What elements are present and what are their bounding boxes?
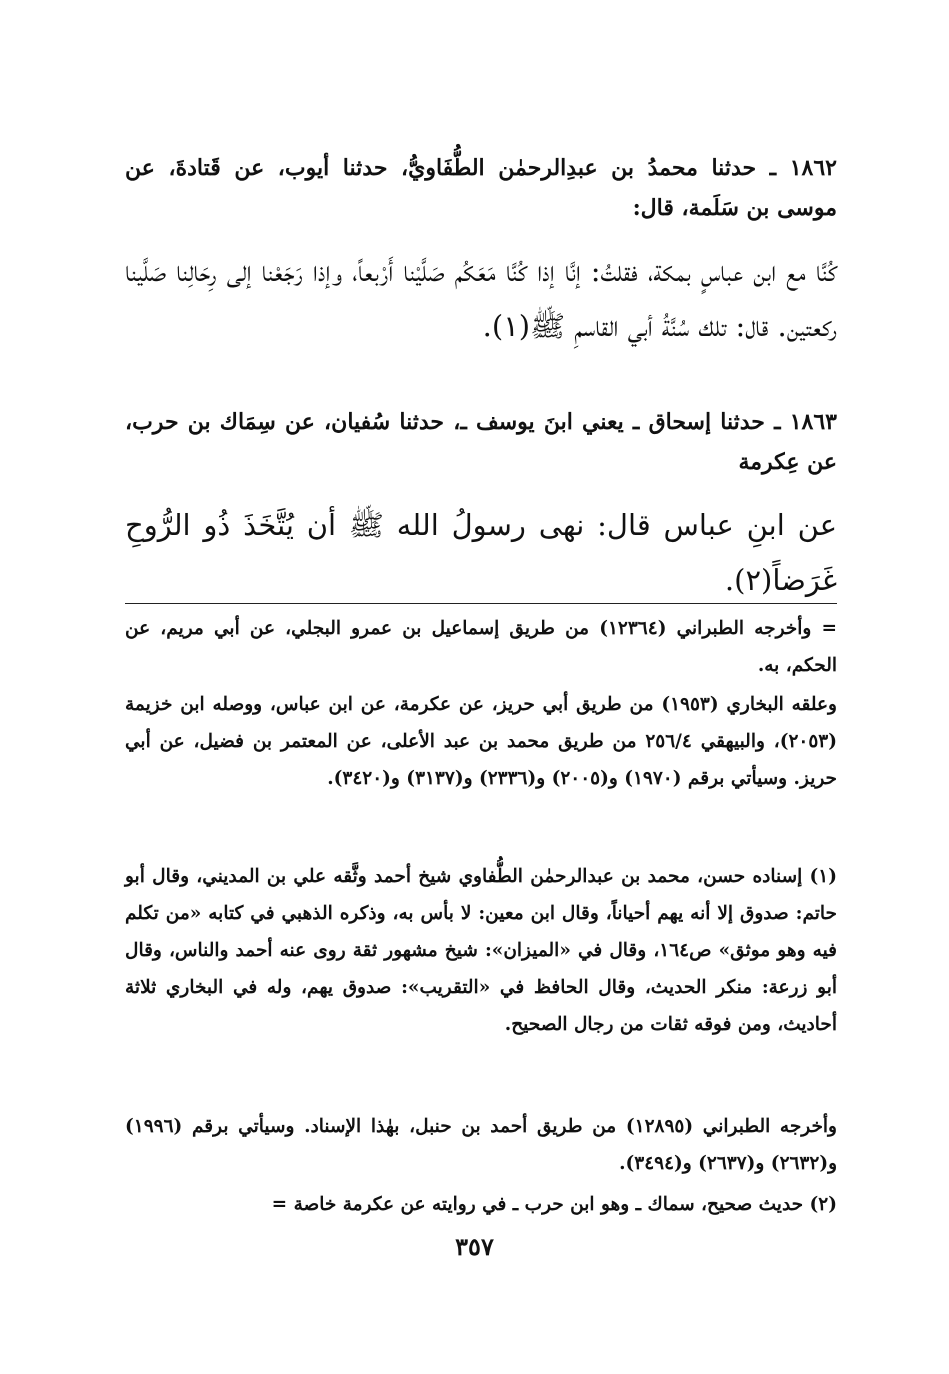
footnote-2: (٢) حديث صحيح، سماك ـ وهو ابن حرب ـ في روايته عن عكرمة خاصة = (271, 1194, 837, 1215)
footnote-separator (125, 603, 837, 604)
footnote-takhrij-bukhari: وعلقه البخاري (١٩٥٣) من طريق أبي حريز، عن عكرمة، عن ابن عباس، ووصله ابن خزيمة (٢٠٥٣)، والبيهقي ٢٥٦/٤ من طريق محمد بن عبد الأعلى، عن المعتمر بن فضيل، عن أبي حريز. وسيأتي برقم (١٩٧٠) و(٢٠٠٥) و(٢٣٣٦) و(٣١٣٧) و(٣٤٢٠). (125, 694, 837, 789)
hadith-1862-isnad: ١٨٦٢ ـ حدثنا محمدُ بن عبدِالرحمٰن الطُّفَاويُّ، حدثنا أيوب، عن قَتادةَ، عن موسى بن سَلَمة، قال: (125, 155, 837, 221)
footnote-1-takhrij: وأخرجه الطبراني (١٢٨٩٥) من طريق أحمد بن حنبل، بهٰذا الإسناد. وسيأتي برقم (١٩٩٦) و(٢٦٣٢) و(٢٦٣٧) و(٣٤٩٤). (125, 1116, 837, 1174)
footnote-1: (١) إسناده حسن، محمد بن عبدالرحمٰن الطُّفاوي شيخ أحمد وثَّقه علي بن المديني، وقال أبو حاتم: صدوق إلا أنه يهم أحياناً، وقال ابن معين: لا بأس به، وذكره الذهبي في كتابه «من تكلم فيه وهو موثق» ص١٦٤، وقال في «الميزان»: شيخ مشهور ثقة روى عنه أحمد والناس، وقال أبو زرعة: منكر الحديث، وقال الحافظ في «التقريب»: صدوق يهم، وله في البخاري ثلاثة أحاديث، ومن فوقه ثقات من رجال الصحيح. (125, 866, 837, 1035)
hadith-1863-matn: عن ابنِ عباس قال: نهى رسولُ الله ﷺ أن يُتَّخَذَ ذُو الرُّوحِ غَرَضاً(٢). (125, 508, 837, 597)
page-number: ٣٥٧ (455, 1232, 494, 1261)
hadith-1863-isnad: ١٨٦٣ ـ حدثنا إسحاق ـ يعني ابنَ يوسف ـ، حدثنا سُفيان، عن سِمَاك بن حرب، عن عِكرمة (125, 409, 837, 475)
footnote-continuation: = وأخرجه الطبراني (١٢٣٦٤) من طريق إسماعيل بن عمرو البجلي، عن أبي مريم، عن الحكم، به. (125, 618, 837, 676)
hadith-1862-matn: كُنَّا مع ابن عباسٍ بمكة، فقلتُ: إنَّا إذا كُنَّا مَعَكُم صَلَّيْنا أَرْبعاً، وإذا رَجَعْنا إلى رِحَالِنا صَلَّينا ركعتين. قال: تلك سُنَّةُ أبي القاسمِ ﷺ(١). (125, 254, 837, 343)
